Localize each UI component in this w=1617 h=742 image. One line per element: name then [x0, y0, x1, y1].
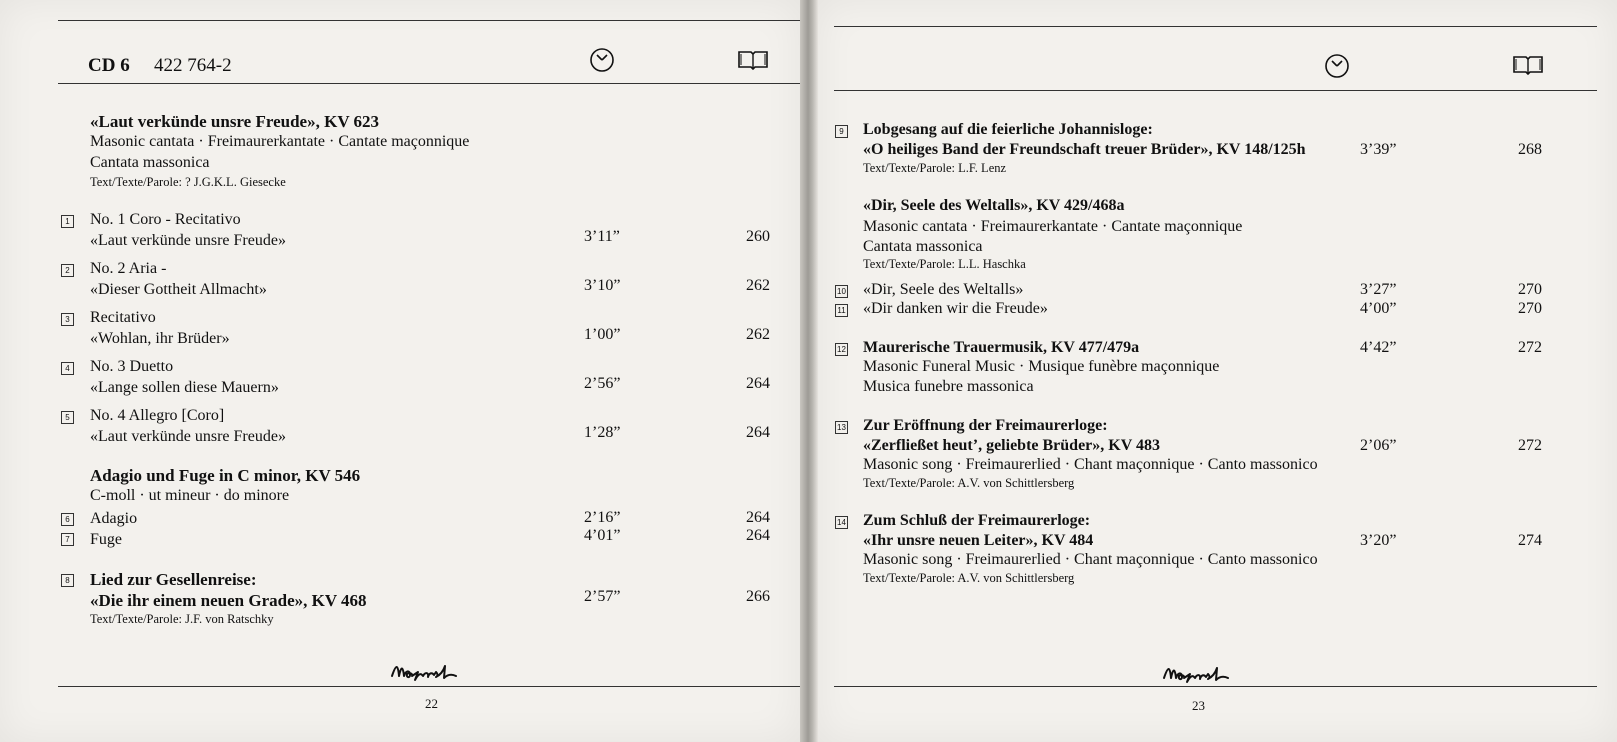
track-number: 14 — [835, 516, 848, 529]
text-credit: Text/Texte/Parole: L.L. Haschka — [863, 257, 1026, 271]
track-label: No. 1 Coro - Recitativo — [90, 211, 241, 228]
track-number: 10 — [835, 285, 848, 298]
track-duration: 1’00” — [584, 326, 621, 343]
track-title: «Laut verkünde unsre Freude» — [90, 232, 286, 249]
mozart-signature — [388, 658, 478, 688]
work-title: Maurerische Trauermusik, KV 477/479a — [863, 339, 1140, 356]
cd-label: CD 6 — [88, 55, 130, 76]
work-subtitle: Masonic Funeral Music · Musique funèbre maçonnique — [863, 358, 1220, 375]
work-subtitle: Cantata massonica — [863, 238, 983, 255]
track-duration: 3’11” — [584, 228, 620, 245]
track-title: «Dir, Seele des Weltalls» — [863, 281, 1024, 298]
track-title: Fuge — [90, 531, 122, 548]
track-duration: 1’28” — [584, 424, 621, 441]
track-page: 266 — [746, 588, 770, 605]
clock-icon — [1324, 53, 1350, 79]
top-rule — [58, 20, 806, 21]
track-page: 272 — [1518, 339, 1542, 356]
track-label: No. 4 Allegro [Coro] — [90, 407, 225, 424]
work-subtitle: Masonic song · Freimaurerlied · Chant maçonnique · Canto massonico — [863, 456, 1318, 473]
footer-rule — [58, 686, 806, 687]
work-subtitle: Cantata massonica — [90, 154, 210, 171]
text-credit: Text/Texte/Parole: A.V. von Schittlersberg — [863, 476, 1075, 490]
track-duration: 2’57” — [584, 588, 621, 605]
work-title: «Zerfließet heut’, geliebte Brüder», KV 483 — [863, 437, 1160, 454]
track-number: 9 — [835, 125, 848, 138]
track-page: 268 — [1518, 141, 1542, 158]
work-subtitle: Masonic song · Freimaurerlied · Chant maçonnique · Canto massonico — [863, 551, 1318, 568]
track-duration: 2’56” — [584, 375, 621, 392]
text-credit: Text/Texte/Parole: ? J.G.K.L. Giesecke — [90, 175, 286, 189]
track-duration: 2’16” — [584, 509, 621, 526]
work-title: Adagio und Fuge in C minor, KV 546 — [90, 466, 361, 485]
track-title: «Wohlan, ihr Brüder» — [90, 330, 230, 347]
page-number: 22 — [425, 696, 438, 711]
track-page: 262 — [746, 326, 770, 343]
book-gutter — [800, 0, 818, 742]
track-title: Adagio — [90, 510, 138, 527]
header-rule — [834, 90, 1597, 91]
work-title: «Die ihr einem neuen Grade», KV 468 — [90, 591, 367, 610]
top-rule — [834, 26, 1597, 27]
track-number: 11 — [835, 304, 848, 317]
clock-icon — [589, 47, 615, 73]
text-credit: Text/Texte/Parole: J.F. von Ratschky — [90, 612, 274, 626]
track-number: 7 — [61, 533, 74, 546]
work-title: «Dir, Seele des Weltalls», KV 429/468a — [863, 197, 1125, 214]
track-duration: 3’27” — [1360, 281, 1397, 298]
track-number: 8 — [61, 574, 74, 587]
track-page: 274 — [1518, 532, 1542, 549]
track-number: 5 — [61, 411, 74, 424]
work-title: Lied zur Gesellenreise: — [90, 570, 257, 589]
right-page — [818, 0, 1617, 742]
track-duration: 4’01” — [584, 527, 621, 544]
track-title: «Dieser Gottheit Allmacht» — [90, 281, 267, 298]
track-number: 3 — [61, 313, 74, 326]
track-page: 270 — [1518, 281, 1542, 298]
track-duration: 3’20” — [1360, 532, 1397, 549]
book-icon — [737, 50, 769, 70]
track-duration: 2’06” — [1360, 437, 1397, 454]
track-number: 1 — [61, 215, 74, 228]
work-subtitle: C-moll · ut mineur · do minore — [90, 487, 290, 504]
work-title: «Ihr unsre neuen Leiter», KV 484 — [863, 532, 1094, 549]
work-subtitle: Masonic cantata · Freimaurerkantate · Cantate maçonnique — [863, 218, 1243, 235]
work-title: «O heiliges Band der Freundschaft treuer Brüder», KV 148/125h — [863, 141, 1306, 158]
track-label: Recitativo — [90, 309, 156, 326]
left-page — [0, 0, 800, 742]
work-title: «Laut verkünde unsre Freude», KV 623 — [90, 112, 380, 131]
track-number: 2 — [61, 264, 74, 277]
work-title: Lobgesang auf die feierliche Johannisloge: — [863, 121, 1153, 138]
track-page: 262 — [746, 277, 770, 294]
work-subtitle: Musica funebre massonica — [863, 378, 1034, 395]
track-number: 12 — [835, 343, 848, 356]
footer-rule — [834, 686, 1597, 687]
work-title: Zur Eröffnung der Freimaurerloge: — [863, 417, 1108, 434]
track-page: 264 — [746, 375, 770, 392]
track-page: 260 — [746, 228, 770, 245]
track-page: 272 — [1518, 437, 1542, 454]
track-duration: 4’42” — [1360, 339, 1397, 356]
track-label: No. 2 Aria - — [90, 260, 167, 277]
track-number: 4 — [61, 362, 74, 375]
track-page: 264 — [746, 527, 770, 544]
track-page: 270 — [1518, 300, 1542, 317]
track-duration: 4’00” — [1360, 300, 1397, 317]
work-subtitle: Masonic cantata · Freimaurerkantate · Cantate maçonnique — [90, 133, 470, 150]
track-title: «Lange sollen diese Mauern» — [90, 379, 279, 396]
text-credit: Text/Texte/Parole: A.V. von Schittlersberg — [863, 571, 1075, 585]
track-page: 264 — [746, 509, 770, 526]
header-rule — [58, 83, 806, 84]
catalog-number: 422 764-2 — [154, 55, 232, 76]
page-number: 23 — [1192, 698, 1205, 713]
track-number: 6 — [61, 513, 74, 526]
text-credit: Text/Texte/Parole: L.F. Lenz — [863, 161, 1007, 175]
track-title: «Laut verkünde unsre Freude» — [90, 428, 286, 445]
work-title: Zum Schluß der Freimaurerloge: — [863, 512, 1091, 529]
track-label: No. 3 Duetto — [90, 358, 174, 375]
track-duration: 3’10” — [584, 277, 621, 294]
track-number: 13 — [835, 421, 848, 434]
track-duration: 3’39” — [1360, 141, 1397, 158]
book-icon — [1512, 55, 1544, 75]
track-title: «Dir danken wir die Freude» — [863, 300, 1048, 317]
track-page: 264 — [746, 424, 770, 441]
